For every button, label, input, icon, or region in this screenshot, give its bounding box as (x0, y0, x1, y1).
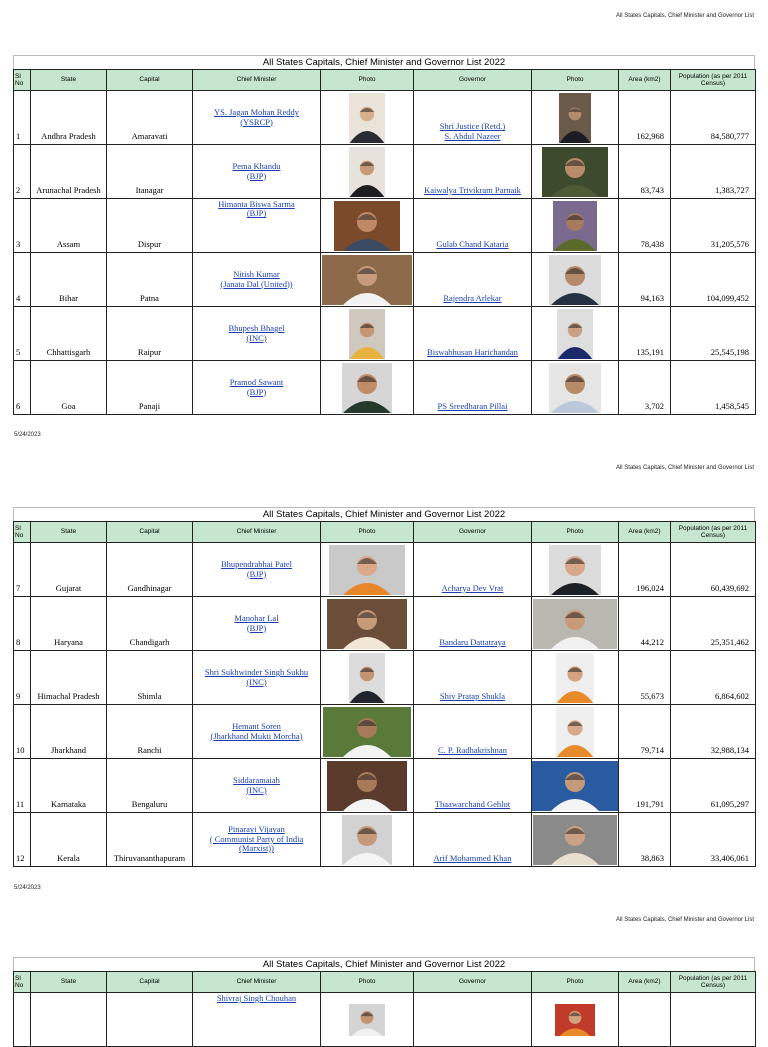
sl-no: 5 (14, 307, 31, 361)
capital-name: Bengaluru (107, 759, 193, 813)
chief-minister-link[interactable]: (Janata Dal (United)) (220, 278, 293, 289)
capital-name: Amaravati (107, 91, 193, 145)
state-name: Gujarat (31, 543, 107, 597)
table-row (14, 993, 756, 1047)
page-header: All States Capitals, Chief Minister and Governor List (615, 917, 754, 923)
table-row (14, 253, 756, 307)
chief-minister-link[interactable]: (YSRCP) (240, 116, 273, 127)
cm-photo (349, 653, 385, 703)
chief-minister (193, 705, 321, 759)
cm-photo-cell (321, 597, 414, 651)
chief-minister-link[interactable]: Nitish Kumar (233, 269, 280, 280)
cm-photo-cell (321, 91, 414, 145)
chief-minister-link[interactable]: (BJP) (246, 386, 267, 397)
col-header-photo: Photo (321, 972, 414, 993)
population-value: 84,580,777 (671, 91, 756, 145)
area-value (619, 993, 671, 1047)
col-header-area: Area (km2) (619, 972, 671, 993)
col-header-capital: Capital (107, 70, 193, 91)
page-date: 5/24/2023 (14, 885, 41, 891)
governor-photo-cell (532, 145, 619, 199)
capital-name: Shimla (107, 651, 193, 705)
cm-photo-cell (321, 199, 414, 253)
state-name: Haryana (31, 597, 107, 651)
chief-minister (193, 759, 321, 813)
chief-minister-link[interactable]: Bhupendrabhai Patel (220, 559, 293, 570)
chief-minister-link[interactable]: Pinarayi Vijayan (228, 824, 285, 835)
sl-no: 12 (14, 813, 31, 867)
population-value: 60,439,692 (671, 543, 756, 597)
table-block-1 (13, 55, 755, 415)
chief-minister-link[interactable]: ( Communist Party of India (209, 833, 304, 844)
col-header-state: State (31, 972, 107, 993)
col-header-chief-minister: Chief Minister (193, 972, 321, 993)
sl-no: 2 (14, 145, 31, 199)
states-table-2 (13, 521, 756, 867)
capital-name: Chandigarh (107, 597, 193, 651)
chief-minister-link[interactable]: (BJP) (246, 170, 267, 181)
page-header: All States Capitals, Chief Minister and Governor List (615, 465, 754, 471)
sl-no: 4 (14, 253, 31, 307)
governor-link[interactable]: C. P. Radhakrishnan (438, 744, 507, 755)
cm-photo (349, 93, 385, 143)
col-header-area: Area (km2) (619, 522, 671, 543)
table-row (14, 543, 756, 597)
col-header-photo: Photo (321, 70, 414, 91)
sl-no: 1 (14, 91, 31, 145)
governor-photo (556, 707, 594, 757)
cm-photo (349, 309, 385, 359)
col-header-chief-minister: Chief Minister (193, 522, 321, 543)
cm-photo-cell (321, 543, 414, 597)
governor-photo (553, 201, 597, 251)
population-value: 1,458,545 (671, 361, 756, 415)
governor-photo-cell (532, 199, 619, 253)
area-value: 135,191 (619, 307, 671, 361)
chief-minister-link[interactable]: YS. Jagan Mohan Reddy (214, 107, 299, 118)
governor-link[interactable]: Shiv Pratap Shukla (439, 690, 506, 701)
governor-photo-cell (532, 543, 619, 597)
governor (414, 705, 532, 759)
state-name: Karnataka (31, 759, 107, 813)
chief-minister-link[interactable]: (Jharkhand Mukti Morcha) (210, 730, 303, 741)
governor-photo (533, 599, 617, 649)
table-row (14, 705, 756, 759)
chief-minister-link[interactable]: (INC) (246, 784, 267, 795)
sl-no: 7 (14, 543, 31, 597)
table-row (14, 307, 756, 361)
area-value: 78,438 (619, 199, 671, 253)
state-name: Arunachal Pradesh (31, 145, 107, 199)
cm-photo-cell (321, 813, 414, 867)
chief-minister (193, 651, 321, 705)
table-title: All States Capitals, Chief Minister and Governor List 2022 (13, 507, 755, 521)
chief-minister (193, 91, 321, 145)
capital-name: Itanagar (107, 145, 193, 199)
governor (414, 91, 532, 145)
governor (414, 759, 532, 813)
area-value: 94,163 (619, 253, 671, 307)
governor (414, 199, 532, 253)
page-date: 5/24/2023 (14, 432, 41, 438)
governor-link[interactable]: Arif Mohammed Khan (433, 852, 512, 863)
chief-minister-link[interactable]: Pramod Sawant (229, 377, 284, 388)
governor-photo-cell (532, 253, 619, 307)
governor (414, 651, 532, 705)
area-value: 162,968 (619, 91, 671, 145)
state-name: Jharkhand (31, 705, 107, 759)
table-row (14, 199, 756, 253)
governor (414, 361, 532, 415)
col-header-governor: Governor (414, 522, 532, 543)
col-header-state: State (31, 70, 107, 91)
governor-photo-cell (532, 361, 619, 415)
governor-link[interactable]: PS Sreedharan Pillai (437, 400, 508, 411)
governor-photo-cell (532, 759, 619, 813)
capital-name: Gandhinagar (107, 543, 193, 597)
governor-photo-cell (532, 705, 619, 759)
cm-photo-cell (321, 145, 414, 199)
governor-photo (549, 255, 601, 305)
sl-no: 9 (14, 651, 31, 705)
chief-minister-link[interactable]: (BJP) (246, 568, 267, 579)
governor-photo-cell (532, 307, 619, 361)
area-value: 38,863 (619, 813, 671, 867)
sl-no: 3 (14, 199, 31, 253)
state-name: Bihar (31, 253, 107, 307)
table-row (14, 813, 756, 867)
governor (414, 597, 532, 651)
governor-link[interactable]: Gulab Chand Kataria (436, 238, 509, 249)
chief-minister (193, 993, 321, 1047)
governor-link[interactable]: Kaiwalya Trivikram Parnaik (424, 184, 521, 195)
chief-minister-link[interactable]: (INC) (246, 332, 267, 343)
governor-photo (542, 147, 608, 197)
col-header-governor: Governor (414, 70, 532, 91)
capital-name: Panaji (107, 361, 193, 415)
population-value: 33,406,061 (671, 813, 756, 867)
cm-photo-cell (321, 759, 414, 813)
cm-photo (349, 1004, 385, 1036)
cm-photo (322, 255, 412, 305)
table-block-2 (13, 507, 755, 867)
area-value: 191,791 (619, 759, 671, 813)
sl-no: 10 (14, 705, 31, 759)
col-header-capital: Capital (107, 522, 193, 543)
page-header: All States Capitals, Chief Minister and Governor List (615, 13, 754, 19)
population-value: 32,988,134 (671, 705, 756, 759)
col-header-photo: Photo (532, 972, 619, 993)
governor-link[interactable]: Shri Justice (Retd.) (439, 121, 506, 132)
states-table-1 (13, 69, 756, 415)
cm-photo (327, 761, 407, 811)
col-header-photo: Photo (321, 522, 414, 543)
chief-minister (193, 253, 321, 307)
col-header-chief-minister: Chief Minister (193, 70, 321, 91)
area-value: 79,714 (619, 705, 671, 759)
sl-no: 6 (14, 361, 31, 415)
col-header-population: Population (as per 2011 Census) (671, 70, 756, 91)
chief-minister-link[interactable]: Himanta Biswa Sarma (218, 199, 295, 209)
capital-name: Thiruvananthapuram (107, 813, 193, 867)
cm-photo-cell (321, 705, 414, 759)
col-header-area: Area (km2) (619, 70, 671, 91)
chief-minister-link[interactable]: (INC) (246, 676, 267, 687)
governor-photo (555, 1004, 595, 1036)
header-row (14, 70, 756, 91)
chief-minister (193, 199, 321, 253)
governor (414, 993, 532, 1047)
table-row (14, 91, 756, 145)
chief-minister-link[interactable]: Shri Sukhwinder Singh Sukhu (204, 667, 309, 678)
chief-minister (193, 597, 321, 651)
chief-minister-link[interactable]: Bhupesh Bhagel (228, 323, 285, 334)
chief-minister-link[interactable]: Siddaramaiah (233, 775, 280, 786)
area-value: 44,212 (619, 597, 671, 651)
area-value: 3,702 (619, 361, 671, 415)
chief-minister-link[interactable]: (BJP) (246, 208, 267, 219)
table-row (14, 597, 756, 651)
population-value: 25,351,462 (671, 597, 756, 651)
governor-photo (532, 761, 618, 811)
col-header-sl: Sl No (14, 972, 31, 993)
state-name: Himachal Pradesh (31, 651, 107, 705)
col-header-photo: Photo (532, 70, 619, 91)
governor-photo (533, 815, 617, 865)
governor-photo (559, 93, 591, 143)
population-value: 61,095,297 (671, 759, 756, 813)
col-header-state: State (31, 522, 107, 543)
chief-minister (193, 543, 321, 597)
governor-link[interactable]: Bandaru Dattatraya (439, 636, 506, 647)
cm-photo-cell (321, 361, 414, 415)
capital-name: Dispur (107, 199, 193, 253)
cm-photo (327, 599, 407, 649)
governor-link[interactable]: S. Abdul Nazeer (444, 130, 501, 141)
state-name: Assam (31, 199, 107, 253)
area-value: 55,673 (619, 651, 671, 705)
col-header-sl: Sl No (14, 70, 31, 91)
states-table-3 (13, 971, 756, 1047)
col-header-photo: Photo (532, 522, 619, 543)
state-name: Andhra Pradesh (31, 91, 107, 145)
chief-minister-link[interactable]: (BJP) (246, 622, 267, 633)
col-header-population: Population (as per 2011 Census) (671, 522, 756, 543)
cm-photo (334, 201, 400, 251)
cm-photo-cell (321, 993, 414, 1047)
chief-minister (193, 361, 321, 415)
cm-photo (329, 545, 405, 595)
capital-name: Ranchi (107, 705, 193, 759)
table-row (14, 361, 756, 415)
cm-photo-cell (321, 651, 414, 705)
capital-name (107, 993, 193, 1047)
governor-photo-cell (532, 651, 619, 705)
governor-photo (549, 363, 601, 413)
area-value: 196,024 (619, 543, 671, 597)
cm-photo-cell (321, 253, 414, 307)
cm-photo (349, 147, 385, 197)
col-header-sl: Sl No (14, 522, 31, 543)
governor-link[interactable]: Thaawarchand Gehlot (434, 798, 511, 809)
chief-minister-link[interactable]: (Marxist)) (239, 843, 274, 854)
population-value (671, 993, 756, 1047)
cm-photo (342, 815, 392, 865)
population-value: 25,545,198 (671, 307, 756, 361)
sl-no (14, 993, 31, 1047)
population-value: 1,383,727 (671, 145, 756, 199)
capital-name: Raipur (107, 307, 193, 361)
chief-minister-link[interactable]: Shivraj Singh Chouhan (216, 993, 297, 1003)
governor-photo-cell (532, 597, 619, 651)
table-row (14, 759, 756, 813)
table-row (14, 145, 756, 199)
governor-photo (557, 309, 593, 359)
chief-minister-link[interactable]: Pema Khandu (232, 161, 281, 172)
state-name: Kerala (31, 813, 107, 867)
governor-photo-cell (532, 993, 619, 1047)
header-row (14, 522, 756, 543)
chief-minister (193, 145, 321, 199)
state-name (31, 993, 107, 1047)
population-value: 104,099,452 (671, 253, 756, 307)
chief-minister (193, 307, 321, 361)
state-name: Chhattisgarh (31, 307, 107, 361)
table-row (14, 651, 756, 705)
state-name: Goa (31, 361, 107, 415)
chief-minister-link[interactable]: Manohar Lal (234, 613, 279, 624)
governor (414, 543, 532, 597)
sl-no: 11 (14, 759, 31, 813)
governor (414, 253, 532, 307)
capital-name: Patna (107, 253, 193, 307)
governor-link[interactable]: Biswabhusan Harichandan (427, 346, 518, 357)
sl-no: 8 (14, 597, 31, 651)
governor-photo (549, 545, 601, 595)
governor (414, 145, 532, 199)
cm-photo-cell (321, 307, 414, 361)
table-title: All States Capitals, Chief Minister and Governor List 2022 (13, 55, 755, 69)
governor-photo-cell (532, 91, 619, 145)
governor-link[interactable]: Acharya Dev Vrat (441, 582, 504, 593)
col-header-capital: Capital (107, 972, 193, 993)
governor-link[interactable]: Rajendra Arlekar (443, 292, 502, 303)
cm-photo (323, 707, 411, 757)
governor (414, 307, 532, 361)
chief-minister-link[interactable]: Hemant Soren (232, 721, 281, 732)
table-block-3 (13, 957, 755, 1047)
governor-photo (556, 653, 594, 703)
population-value: 31,205,576 (671, 199, 756, 253)
col-header-population: Population (as per 2011 Census) (671, 972, 756, 993)
chief-minister (193, 813, 321, 867)
governor-photo-cell (532, 813, 619, 867)
header-row (14, 972, 756, 993)
area-value: 83,743 (619, 145, 671, 199)
population-value: 6,864,602 (671, 651, 756, 705)
cm-photo (342, 363, 392, 413)
table-title: All States Capitals, Chief Minister and Governor List 2022 (13, 957, 755, 971)
col-header-governor: Governor (414, 972, 532, 993)
governor (414, 813, 532, 867)
